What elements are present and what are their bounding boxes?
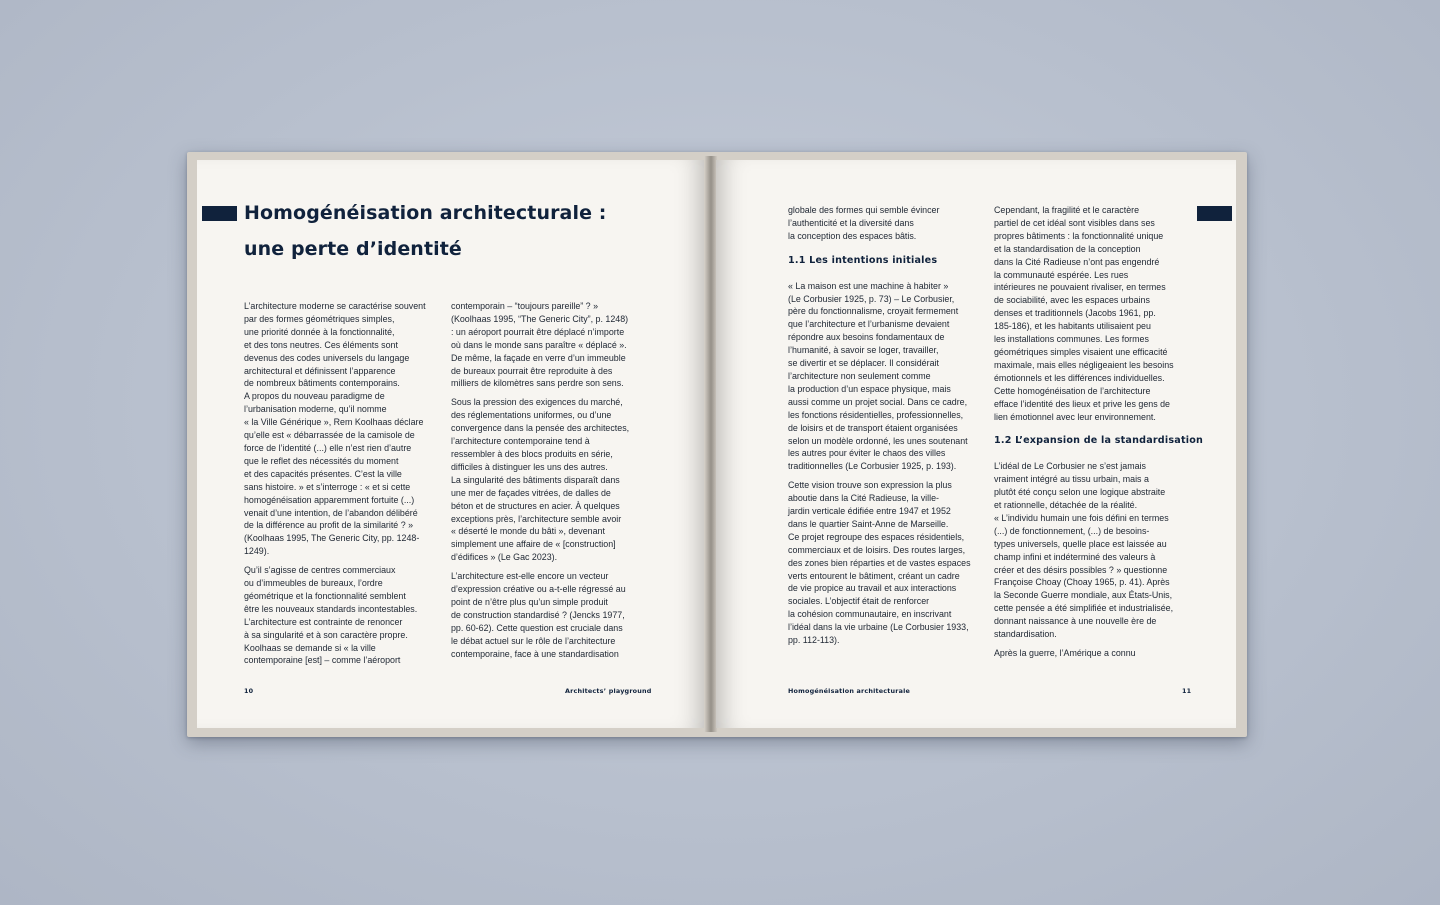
text-line: point de n’être plus qu’un simple produit <box>451 596 608 607</box>
text-line: architectural et définissent l’apparence <box>244 365 396 376</box>
text-line: de loisirs et de transport étaient organisées <box>788 422 958 433</box>
text-line: contemporaine [est] – comme l’aéroport <box>244 655 401 666</box>
text-line: selon un modèle ordonné, les unes soutenant <box>788 435 968 446</box>
text-line: de nombreux bâtiments contemporains. <box>244 378 400 389</box>
text-line: et la standardisation de la conception <box>994 243 1141 254</box>
text-line: béton et de structures en acier. À quelques <box>451 500 620 511</box>
text-line: et des capacités présentes. C’est la ville <box>244 468 402 479</box>
text-line: : un aéroport pourrait être déplacé n’importe <box>451 326 625 337</box>
text-line: d’expression créative ou a-t-elle régressé au <box>451 584 626 595</box>
text-line: plutôt été conçu selon une logique abstraite <box>994 487 1166 498</box>
text-line: traditionnelles (Le Corbusier 1925, p. 193). <box>788 461 957 472</box>
text-line: aboutie dans la Cité Radieuse, la ville- <box>788 493 939 504</box>
text-line: sociales. L’objectif était de renforcer <box>788 596 930 607</box>
text-line: partiel de cet idéal sont visibles dans ses <box>994 217 1155 228</box>
text-line: (Le Corbusier 1925, p. 73) – Le Corbusier, <box>788 293 955 304</box>
text-line: propres bâtiments : la fonctionnalité unique <box>994 230 1164 241</box>
text-line: des réglementations uniformes, ou d’une <box>451 410 612 421</box>
text-line: standardisation. <box>994 629 1057 640</box>
text-line: lien émotionnel avec leur environnement. <box>994 411 1156 422</box>
text-line: ou d’immeubles de bureaux, l’ordre <box>244 578 383 589</box>
text-line: l’authenticité et la diversité dans <box>788 217 914 228</box>
text-line: exceptions près, l’architecture semble avoir <box>451 513 622 524</box>
text-line: qu’elle est « débarrassée de la camisole de <box>244 430 415 441</box>
text-line: (Koolhaas 1995, The Generic City, pp. 1248- <box>244 533 420 544</box>
text-line: maximale, mais elles négligeaient les besoins <box>994 359 1174 370</box>
text-line: ressembler à des blocs produits en série, <box>451 448 613 459</box>
text-line: 185-186), et les habitants utilisaient peu <box>994 321 1151 332</box>
text-line: père du fonctionnalisme, croyait fermement <box>788 306 959 317</box>
text-line: commerciaux et de loisirs. Des routes larges, <box>788 544 966 555</box>
text-line: de construction standardisé ? (Jencks 1977, <box>451 609 625 620</box>
text-line: l’urbanisation moderne, qu’il nomme <box>244 404 387 415</box>
text-line: géométrique et la fonctionnalité semblent <box>244 590 406 601</box>
text-line: champ infini et indéterminé des valeurs à <box>994 551 1156 562</box>
text-line: répondre aux besoins fondamentaux de <box>788 332 945 343</box>
text-line: par des formes géométriques simples, <box>244 313 395 324</box>
text-line: « La maison est une machine à habiter » <box>788 280 949 291</box>
text-line: « la Ville Générique », Rem Koolhaas déclare <box>244 417 424 428</box>
text-line: la communauté espérée. Les rues <box>994 269 1129 280</box>
text-line: De même, la façade en verre d’un immeuble <box>451 352 626 363</box>
text-line: de sociabilité, avec les espaces urbains <box>994 295 1150 306</box>
text-line: (Koolhaas 1995, “The Generic City”, p. 1248) <box>451 313 629 324</box>
text-line: intérieures ne pouvaient rivaliser, en termes <box>994 282 1166 293</box>
text-line: jardin verticale édifiée entre 1947 et 1952 <box>788 506 951 517</box>
text-line: les autres pour éviter le chaos des villes <box>788 448 946 459</box>
text-line: simplement une affaire de « [construction] <box>451 539 616 550</box>
left-column-1 <box>244 300 444 667</box>
text-line: L’idéal de Le Corbusier ne s’est jamais <box>994 461 1146 472</box>
text-line: émotionnels et les différences individuelles. <box>994 372 1165 383</box>
text-line: Sous la pression des exigences du marché, <box>451 397 623 408</box>
chapter-marker-left <box>202 206 237 221</box>
text-line: Ce projet regroupe des espaces résidentiels, <box>788 531 965 542</box>
text-line: efface l’identité des lieux et prive les gens de <box>994 398 1170 409</box>
text-line: d’édifices » (Le Gac 2023). <box>451 552 558 563</box>
text-line: et des tons neutres. Ces éléments sont <box>244 339 398 350</box>
text-line: force de l’identité (...) elle n’est rien d’autre <box>244 442 412 453</box>
right-page <box>716 160 1236 728</box>
text-line: « L’individu humain une fois défini en termes <box>994 512 1169 523</box>
text-line: venait d’une intention, de l’abandon délibéré <box>244 507 418 518</box>
text-line: donnant naissance à une nouvelle ère de <box>994 616 1157 627</box>
text-line: « déserté le monde du bâti », devenant <box>451 526 605 537</box>
text-line: de la différence au profit de la similarité ? » <box>244 520 414 531</box>
page-number-right: 11 <box>1182 687 1192 695</box>
text-line: contemporaine, face à une standardisation <box>451 648 619 659</box>
text-line: Qu’il s’agisse de centres commerciaux <box>244 565 396 576</box>
text-line: des zones bien réparties et de vastes espaces <box>788 557 971 568</box>
text-line: convergence dans la pensée des architectes, <box>451 423 630 434</box>
text-line: (...) de fonctionnement, (...) de besoins- <box>994 525 1150 536</box>
text-line: devenus des codes universels du langage <box>244 352 410 363</box>
text-line: le débat actuel sur le rôle de l’architecture <box>451 635 616 646</box>
text-line: une priorité donnée à la fonctionnalité, <box>244 326 395 337</box>
page-number-left: 10 <box>244 687 254 695</box>
text-line: Cette homogénéisation de l’architecture <box>994 385 1151 396</box>
text-line: sans histoire. » et s’interroge : « et si cette <box>244 481 411 492</box>
text-line: les fonctions résidentielles, professionnelles, <box>788 409 964 420</box>
text-line: L’architecture moderne se caractérise souvent <box>244 301 426 311</box>
text-line: difficiles à distinguer les uns des autres. <box>451 461 608 472</box>
text-line: de bureaux pourrait être reproduite à des <box>451 365 613 376</box>
chapter-title-line-2: une perte d’identité <box>244 238 462 260</box>
text-line: une mer de façades vitrées, de dalles de <box>451 487 611 498</box>
text-line: dans le quartier Saint-Anne de Marseille. <box>788 518 949 529</box>
text-line: où dans le monde sans paraître « déplacé ». <box>451 339 627 350</box>
text-line: l’architecture non seulement comme <box>788 370 931 381</box>
text-line: les installations communes. Les formes <box>994 334 1149 345</box>
text-line: à sa singularité et à son caractère propre. <box>244 629 408 640</box>
text-line: de vie propice au travail et aux interactions <box>788 583 957 594</box>
text-line: créer et des désirs possibles ? » questionne <box>994 564 1168 575</box>
running-title-left: Architects’ playground <box>565 687 652 695</box>
text-line: l’humanité, à savoir se loger, travailler, <box>788 345 939 356</box>
text-line: milliers de kilomètres sans perdre son sens. <box>451 378 624 389</box>
text-line: la cohésion communautaire, en inscrivant <box>788 609 952 620</box>
text-line: la Seconde Guerre mondiale, aux États-Unis, <box>994 590 1173 601</box>
text-line: se divertir et se déplacer. Il considérait <box>788 358 939 369</box>
right-column-1 <box>788 204 988 647</box>
right-column-2 <box>994 204 1204 660</box>
left-page <box>197 160 705 728</box>
text-line: pp. 60-62). Cette question est cruciale dans <box>451 622 623 633</box>
text-line: être les nouveaux standards incontestables. <box>244 603 418 614</box>
chapter-title-line-1: Homogénéisation architecturale : <box>244 202 607 224</box>
text-line: la production d’un espace physique, mais <box>788 383 951 394</box>
text-line: l’idéal dans la vie urbaine (Le Corbusier 1933, <box>788 622 969 633</box>
text-line: L’architecture est-elle encore un vecteur <box>451 571 609 582</box>
text-line: vraiment intégré au tissu urbain, mais a <box>994 474 1149 485</box>
text-line: verts entourent le bâtiment, créant un cadre <box>788 570 960 581</box>
text-line: que l’architecture et l’urbanisme devaient <box>788 319 950 330</box>
text-line: A propos du nouveau paradigme de <box>244 391 385 402</box>
text-line: aussi comme un projet social. Dans ce cadre, <box>788 396 968 407</box>
text-line: géométriques simples visaient une efficacité <box>994 346 1168 357</box>
text-line: la conception des espaces bâtis. <box>788 230 917 241</box>
text-line: La singularité des bâtiments disparaît dans <box>451 474 620 485</box>
text-line: que le reflet des nécessités du moment <box>244 455 399 466</box>
text-line: cette pensée a été simplifiée et industrialisée, <box>994 603 1174 614</box>
text-line: dans la Cité Radieuse n’ont pas engendré <box>994 256 1160 267</box>
text-line: contemporain – “toujours pareille” ? » <box>451 301 599 311</box>
left-column-2 <box>451 300 651 660</box>
text-line: pp. 112-113). <box>788 635 840 646</box>
text-line: homogénéisation apparemment fortuite (...) <box>244 494 415 505</box>
text-line: Françoise Choay (Choay 1965, p. 41). Après <box>994 577 1170 588</box>
text-line: Cette vision trouve son expression la plus <box>788 480 952 491</box>
text-line: types universels, quelle place est laissée au <box>994 538 1167 549</box>
text-line: Après la guerre, l’Amérique a connu <box>994 648 1136 658</box>
text-line: denses et traditionnels (Jacobs 1961, pp. <box>994 308 1156 319</box>
text-line: Cependant, la fragilité et le caractère <box>994 205 1140 215</box>
text-line: L’architecture est contrainte de renoncer <box>244 616 403 627</box>
text-line: globale des formes qui semble évincer <box>788 205 940 215</box>
text-line: Koolhaas se demande si « la ville <box>244 642 376 653</box>
text-line: 1249). <box>244 546 270 557</box>
text-line: et rationnelle, détachée de la réalité. <box>994 500 1138 511</box>
section-heading-1-1: 1.1 Les intentions initiales <box>788 254 938 266</box>
text-line: l’architecture contemporaine tend à <box>451 436 590 447</box>
running-title-right: Homogénéisation architecturale <box>788 687 911 695</box>
section-heading-1-2: 1.2 L’expansion de la standardisation <box>994 435 1204 447</box>
